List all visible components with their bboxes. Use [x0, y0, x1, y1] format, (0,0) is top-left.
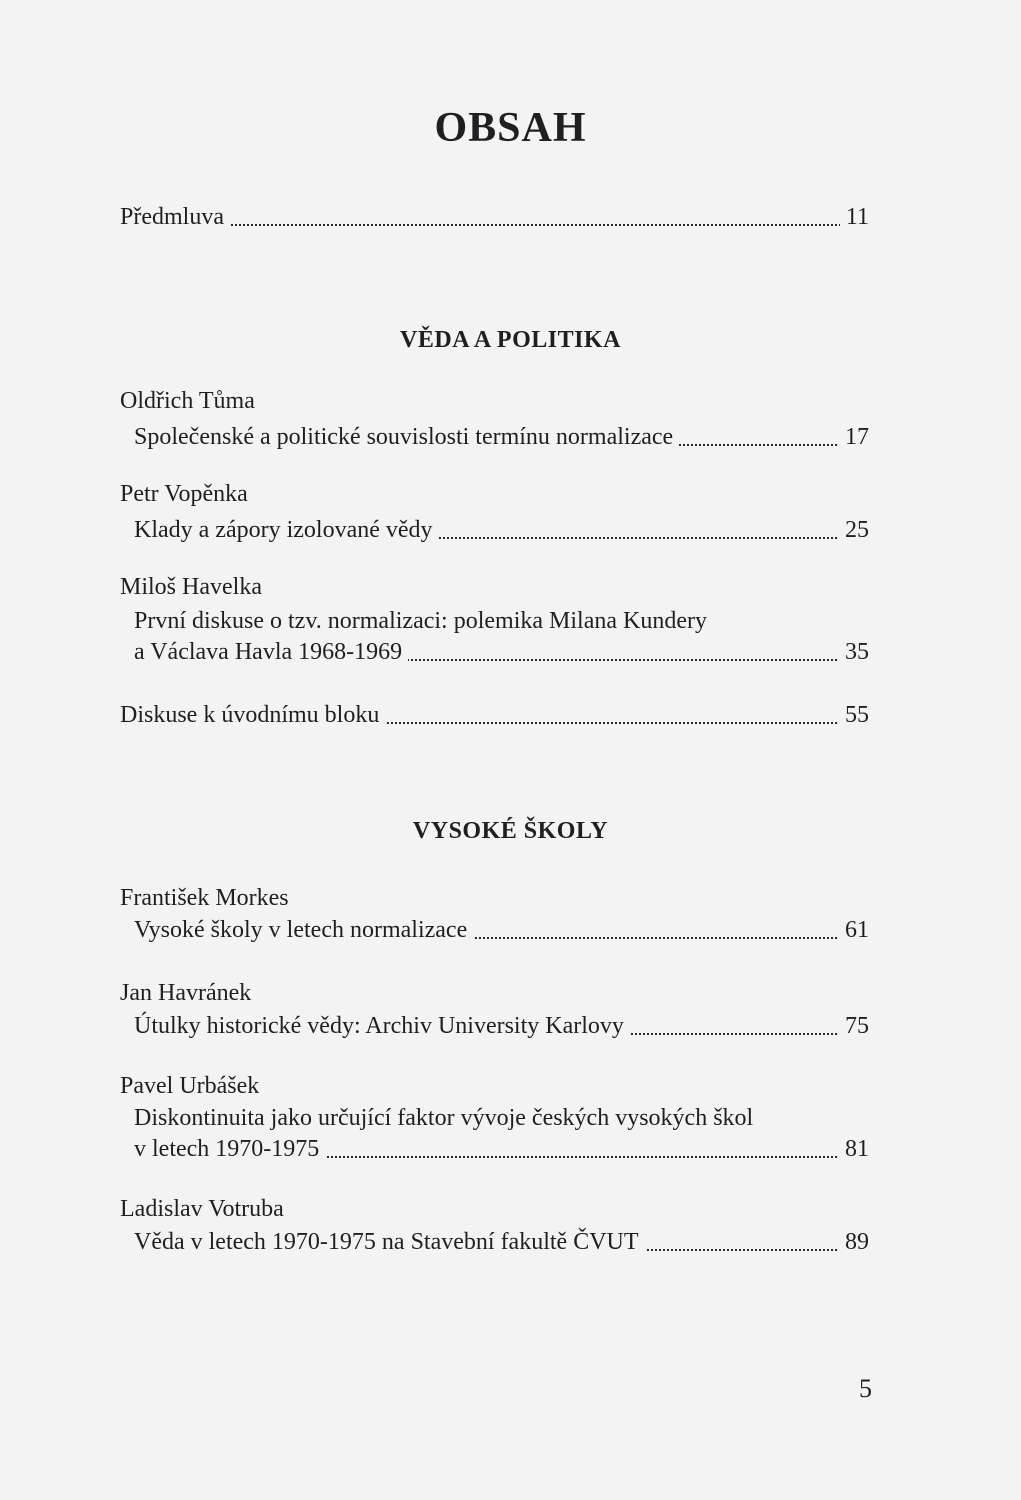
- entry-title: a Václava Havla 1968-1969: [134, 639, 408, 665]
- entry-author: Oldřich Tůma: [120, 388, 255, 414]
- entry-title-line: Diskontinuita jako určující faktor vývoje českých vysokých škol: [134, 1105, 754, 1131]
- entry-title: Věda v letech 1970-1975 na Stavební fakultě ČVUT: [134, 1229, 645, 1255]
- entry-author: Pavel Urbášek: [120, 1073, 260, 1099]
- entry-page: 55: [839, 699, 869, 731]
- section-heading-veda-a-politika: VĚDA A POLITIKA: [400, 327, 621, 353]
- entry-page: 11: [840, 201, 869, 233]
- entry-title: Společenské a politické souvislosti termínu normalizace: [134, 424, 679, 450]
- entry-title: Vysoké školy v letech normalizace: [134, 917, 473, 943]
- entry-page: 25: [839, 514, 869, 546]
- entry-author: Miloš Havelka: [120, 574, 262, 600]
- entry-author: František Morkes: [120, 885, 289, 911]
- page-number: 5: [859, 1374, 872, 1403]
- toc-entry: [134, 1226, 869, 1258]
- entry-page: 35: [839, 636, 869, 668]
- entry-title: v letech 1970-1975: [134, 1136, 325, 1162]
- entry-author: Jan Havránek: [120, 980, 252, 1006]
- section-heading-vysoke-skoly: VYSOKÉ ŠKOLY: [412, 818, 609, 844]
- entry-page: 89: [839, 1226, 869, 1258]
- page-title: OBSAH: [434, 105, 587, 151]
- toc-entry: [134, 514, 869, 546]
- entry-page: 17: [839, 421, 869, 453]
- entry-title: Klady a zápory izolované vědy: [134, 517, 439, 543]
- entry-page: 61: [839, 914, 869, 946]
- toc-entry: [134, 1010, 869, 1042]
- entry-title: Diskuse k úvodnímu bloku: [120, 702, 385, 728]
- dot-leader: [120, 224, 869, 226]
- entry-author: Ladislav Votruba: [120, 1196, 284, 1222]
- entry-title: Útulky historické vědy: Archiv University Karlovy: [134, 1013, 630, 1039]
- entry-title: Předmluva: [120, 204, 230, 230]
- toc-entry: [120, 699, 869, 731]
- toc-entry: [134, 1133, 869, 1165]
- entry-page: 81: [839, 1133, 869, 1165]
- entry-title-line: První diskuse o tzv. normalizaci: polemika Milana Kundery: [134, 608, 707, 634]
- toc-entry: [134, 636, 869, 668]
- toc-entry-preface: [120, 201, 869, 233]
- toc-entry: [134, 914, 869, 946]
- toc-entry: [134, 421, 869, 453]
- entry-page: 75: [839, 1010, 869, 1042]
- entry-author: Petr Vopěnka: [120, 481, 248, 507]
